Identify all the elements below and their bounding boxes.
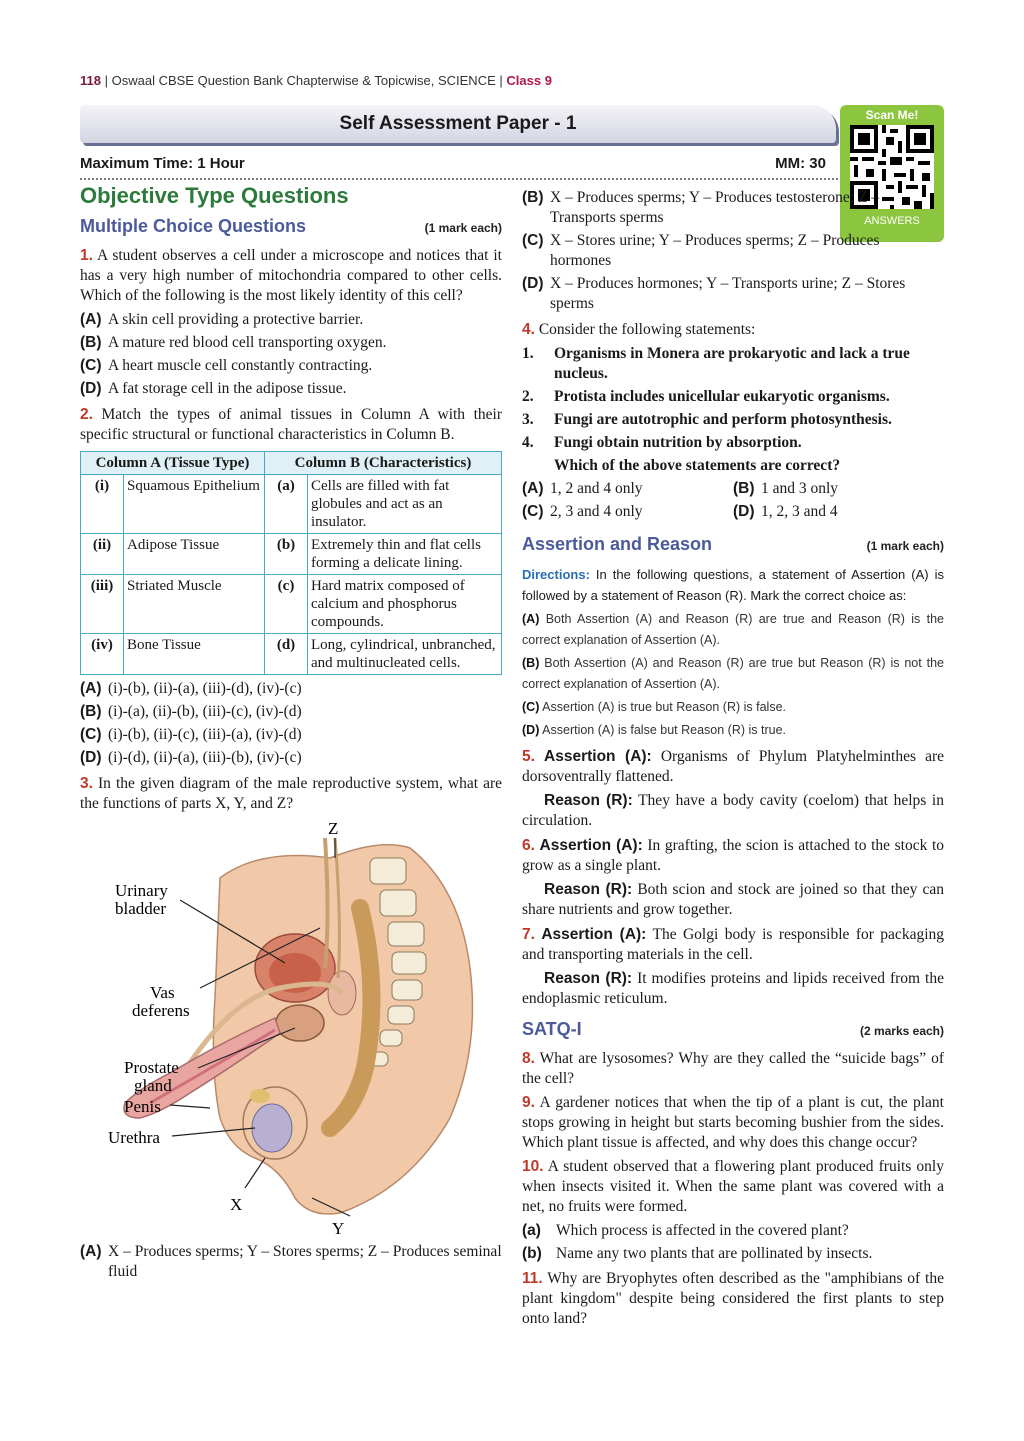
question-text: What are lysosomes? Why are they called the “suicide bags” of the cell?: [522, 1050, 944, 1087]
ar-option: [522, 720, 944, 741]
statement: [522, 387, 944, 407]
option-text: A skin cell providing a protective barrier.: [108, 311, 364, 328]
ar-option-label: (B): [522, 656, 540, 670]
question-number: 10.: [522, 1158, 544, 1175]
assertion-text: Organisms of Phylum Platyhelminthes are dorsoventrally flattened.: [522, 748, 945, 785]
option-label: (C): [522, 232, 544, 249]
option-label: (D): [80, 749, 102, 766]
sub-part-label: (a): [522, 1222, 541, 1239]
question-text: A student observes a cell under a microscope and notices that it has a very high number of mitochondria compared to other cells. Which of the following is the most likely identity of this cell?: [80, 247, 502, 304]
table-row: [81, 475, 502, 534]
option: [733, 502, 944, 522]
statement-question-text: Which of the above statements are correct?: [554, 457, 841, 474]
option-text: 2, 3 and 4 only: [550, 503, 643, 520]
reason-text: They have a body cavity (coelom) that helps in circulation.: [522, 792, 944, 829]
statement-text: Fungi are autotrophic and perform photosynthesis.: [554, 411, 892, 428]
sub-part-text: Which process is affected in the covered plant?: [556, 1222, 849, 1239]
question-7: [522, 925, 944, 965]
paper-meta: [80, 155, 826, 172]
ar-option: [522, 653, 944, 695]
table-cell: (iii): [81, 575, 124, 634]
option: [80, 702, 502, 722]
table-cell: (d): [265, 634, 308, 675]
table-cell: (i): [81, 475, 124, 534]
option-label: (D): [522, 275, 544, 292]
sub-part-text: Name any two plants that are pollinated by insects.: [556, 1245, 873, 1262]
option-text: X – Produces sperms; Y – Stores sperms; Z – Produces seminal fluid: [108, 1243, 502, 1280]
question-1: [80, 246, 502, 306]
table-cell: Cells are filled with fat globules and act as an insulator.: [308, 475, 502, 534]
column-a-header: Column A (Tissue Type): [81, 452, 265, 475]
label-bladder-2: bladder: [115, 899, 166, 918]
option-row: [522, 479, 944, 499]
option-text: (i)-(a), (ii)-(b), (iii)-(c), (iv)-(d): [108, 703, 302, 720]
mcq-heading-text: Multiple Choice Questions: [80, 216, 307, 236]
question-number: 6.: [522, 837, 535, 854]
table-cell: (b): [265, 534, 308, 575]
option: [80, 310, 502, 330]
statement-number: 4.: [522, 434, 534, 451]
question-number: 8.: [522, 1050, 535, 1067]
reason: [522, 880, 944, 920]
page-number: 118: [80, 73, 101, 88]
question-text: A student observed that a flowering plant produced fruits only when insects visited it. When the same plant was covered with a net, no fruits were formed.: [522, 1158, 944, 1215]
option: [522, 274, 944, 314]
reason: [522, 791, 944, 831]
option-row: [522, 502, 944, 522]
satq-marks: (2 marks each): [859, 1024, 944, 1038]
dotted-divider: [80, 178, 838, 180]
option-text: 1 and 3 only: [761, 480, 839, 497]
table-cell: Striated Muscle: [124, 575, 265, 634]
option-label: (A): [80, 311, 102, 328]
option: [80, 356, 502, 376]
ar-option-label: (D): [522, 723, 540, 737]
label-prostate-1: Prostate: [124, 1058, 179, 1077]
option-text: 1, 2 and 4 only: [550, 480, 643, 497]
option-text: A heart muscle cell constantly contracting.: [108, 357, 373, 374]
reason: [522, 969, 944, 1009]
page-header: [80, 73, 552, 88]
option: [522, 479, 733, 499]
question-text: A gardener notices that when the tip of a plant is cut, the plant stops growing in height but starts becoming bushier from the sides. Which plant tissue is affected, and why does this change occur?: [522, 1094, 944, 1151]
max-time: Maximum Time: 1 Hour: [80, 155, 245, 172]
label-penis: Penis: [124, 1097, 161, 1116]
option-text: X – Stores urine; Y – Produces sperms; Z – Produces hormones: [550, 232, 880, 269]
option-label: (A): [80, 1243, 102, 1260]
sub-part: [522, 1244, 944, 1264]
statement: [522, 344, 944, 384]
question-6: [522, 836, 944, 876]
label-prostate-2: gland: [134, 1076, 172, 1095]
ar-option-label: (A): [522, 612, 540, 626]
question-text: In the given diagram of the male reproductive system, what are the functions of parts X, Y, and Z?: [80, 775, 502, 812]
table-row: [81, 575, 502, 634]
label-bladder-1: Urinary: [115, 881, 168, 900]
question-number: 9.: [522, 1094, 535, 1111]
answers-label: ANSWERS: [864, 215, 920, 227]
question-number: 11.: [522, 1270, 543, 1287]
class-label: Class 9: [506, 73, 552, 88]
option-label: (A): [522, 480, 544, 497]
option-label: (C): [80, 357, 102, 374]
header-separator: |: [499, 73, 507, 88]
directions-label: Directions:: [522, 567, 590, 582]
column-b-header: Column B (Characteristics): [265, 452, 502, 475]
ar-option-label: (C): [522, 700, 540, 714]
question-text: Consider the following statements:: [538, 321, 756, 338]
directions-text: In the following questions, a statement of Assertion (A) is followed by a statement of Reason (R). Mark the correct choice as:: [522, 567, 944, 603]
statement-question: [522, 456, 944, 476]
question-9: [522, 1093, 944, 1153]
label-x: X: [230, 1195, 243, 1214]
sub-part-label: (b): [522, 1245, 542, 1262]
mcq-marks: (1 mark each): [424, 221, 502, 235]
question-number: 5.: [522, 748, 535, 765]
reason-label: Reason (R):: [544, 881, 633, 898]
option-label: (B): [733, 480, 755, 497]
reason-label: Reason (R):: [544, 792, 633, 809]
option: [80, 379, 502, 399]
table-cell: (iv): [81, 634, 124, 675]
assertion-label: Assertion (A):: [539, 837, 643, 854]
ar-option-text: Assertion (A) is true but Reason (R) is false.: [542, 700, 786, 714]
question-11: [522, 1269, 944, 1329]
option-text: (i)-(d), (ii)-(a), (iii)-(b), (iv)-(c): [108, 749, 302, 766]
question-number: 3.: [80, 775, 93, 792]
question-number: 4.: [522, 321, 535, 338]
option: [80, 333, 502, 353]
ar-option-text: Both Assertion (A) and Reason (R) are true and Reason (R) is the correct explanation of Assertion (A).: [522, 612, 944, 647]
table-cell: Adipose Tissue: [124, 534, 265, 575]
option-label: (C): [80, 726, 102, 743]
option: [522, 231, 944, 271]
paper-title: Self Assessment Paper - 1: [80, 105, 836, 143]
label-vas-1: Vas: [150, 983, 175, 1002]
objective-heading: Objective Type Questions: [80, 183, 349, 208]
option-label: (D): [733, 503, 755, 520]
max-marks: MM: 30: [775, 155, 826, 172]
option: [80, 725, 502, 745]
question-text: Why are Bryophytes often described as the "amphibians of the plant kingdom" despite being considered the first plants to step onto land?: [522, 1270, 944, 1327]
question-8: [522, 1049, 944, 1089]
option-text: X – Produces hormones; Y – Transports urine; Z – Stores sperms: [550, 275, 906, 312]
table-cell: (ii): [81, 534, 124, 575]
statement: [522, 433, 944, 453]
ar-option: [522, 697, 944, 718]
option-label: (D): [80, 380, 102, 397]
statement-number: 2.: [522, 388, 534, 405]
right-column: [522, 188, 944, 1333]
option-text: (i)-(b), (ii)-(a), (iii)-(d), (iv)-(c): [108, 680, 302, 697]
option-text: 1, 2, 3 and 4: [761, 503, 838, 520]
match-table: [80, 451, 502, 675]
statement-text: Organisms in Monera are prokaryotic and lack a true nucleus.: [554, 345, 910, 382]
question-number: 7.: [522, 926, 535, 943]
book-title: Oswaal CBSE Question Bank Chapterwise & Topicwise, SCIENCE: [111, 73, 496, 88]
option-label: (B): [80, 334, 102, 351]
label-y: Y: [332, 1219, 345, 1236]
assertion-reason-heading: [522, 534, 944, 556]
assertion-reason-marks: (1 mark each): [866, 539, 944, 553]
option: [522, 188, 944, 228]
option: [733, 479, 944, 499]
header-separator: |: [104, 73, 112, 88]
table-cell: Bone Tissue: [124, 634, 265, 675]
ar-option-text: Assertion (A) is false but Reason (R) is true.: [542, 723, 786, 737]
assertion-text: The Golgi body is responsible for packaging and transporting materials in the cell.: [522, 926, 944, 963]
table-row: [81, 634, 502, 675]
ar-option: [522, 609, 944, 651]
label-urethra: Urethra: [108, 1128, 160, 1147]
question-text: Match the types of animal tissues in Column A with their specific structural or functional characteristics in Column B.: [80, 406, 502, 443]
option: [522, 502, 733, 522]
label-vas-2: deferens: [132, 1001, 190, 1020]
option-label: (A): [80, 680, 102, 697]
statement-text: Protista includes unicellular eukaryotic organisms.: [554, 388, 890, 405]
statement-number: 1.: [522, 345, 534, 362]
reason-label: Reason (R):: [544, 970, 633, 987]
left-column: [80, 183, 502, 1285]
mcq-heading: [80, 216, 502, 238]
table-cell: (a): [265, 475, 308, 534]
table-cell: Hard matrix composed of calcium and phosphorus compounds.: [308, 575, 502, 634]
statement: [522, 410, 944, 430]
sub-part: [522, 1221, 944, 1241]
table-cell: (c): [265, 575, 308, 634]
question-2: [80, 405, 502, 445]
assertion-label: Assertion (A):: [541, 926, 647, 943]
option: [80, 748, 502, 768]
option: [80, 679, 502, 699]
question-5: [522, 747, 944, 787]
question-3: [80, 774, 502, 814]
assertion-reason-heading-text: Assertion and Reason: [522, 534, 713, 554]
assertion-text: In grafting, the scion is attached to the stock to grow as a single plant.: [522, 837, 945, 874]
option-text: A mature red blood cell transporting oxygen.: [108, 334, 387, 351]
table-cell: Long, cylindrical, unbranched, and multinucleated cells.: [308, 634, 502, 675]
statement-text: Fungi obtain nutrition by absorption.: [554, 434, 802, 451]
option-text: A fat storage cell in the adipose tissue.: [108, 380, 347, 397]
satq-heading: [522, 1019, 944, 1041]
option-text: (i)-(b), (ii)-(c), (iii)-(a), (iv)-(d): [108, 726, 302, 743]
reason-text: Both scion and stock are joined so that they can share nutrients and grow together.: [522, 881, 945, 918]
satq-heading-text: SATQ-I: [522, 1019, 582, 1039]
scan-label: Scan Me!: [865, 108, 919, 122]
assertion-label: Assertion (A):: [544, 748, 652, 765]
ar-option-text: Both Assertion (A) and Reason (R) are true but Reason (R) is not the correct explanation of Assertion (A).: [522, 656, 944, 691]
statement-number: 3.: [522, 411, 534, 428]
reason-text: It modifies proteins and lipids received from the endoplasmic reticulum.: [522, 970, 944, 1007]
option-label: (C): [522, 503, 544, 520]
label-z: Z: [328, 819, 339, 838]
question-4: [522, 320, 944, 340]
option-text: X – Produces sperms; Y – Produces testosterone; Z – Transports sperms: [550, 189, 880, 226]
question-10: [522, 1157, 944, 1217]
question-number: 1.: [80, 247, 93, 264]
option-label: (B): [80, 703, 102, 720]
option: [80, 1242, 502, 1282]
table-cell: Extremely thin and flat cells forming a delicate lining.: [308, 534, 502, 575]
male-reproductive-system-diagram: [80, 818, 502, 1236]
question-number: 2.: [80, 406, 93, 423]
table-row: [81, 534, 502, 575]
option-label: (B): [522, 189, 544, 206]
table-header-row: [81, 452, 502, 475]
directions: [522, 564, 944, 606]
table-cell: Squamous Epithelium: [124, 475, 265, 534]
